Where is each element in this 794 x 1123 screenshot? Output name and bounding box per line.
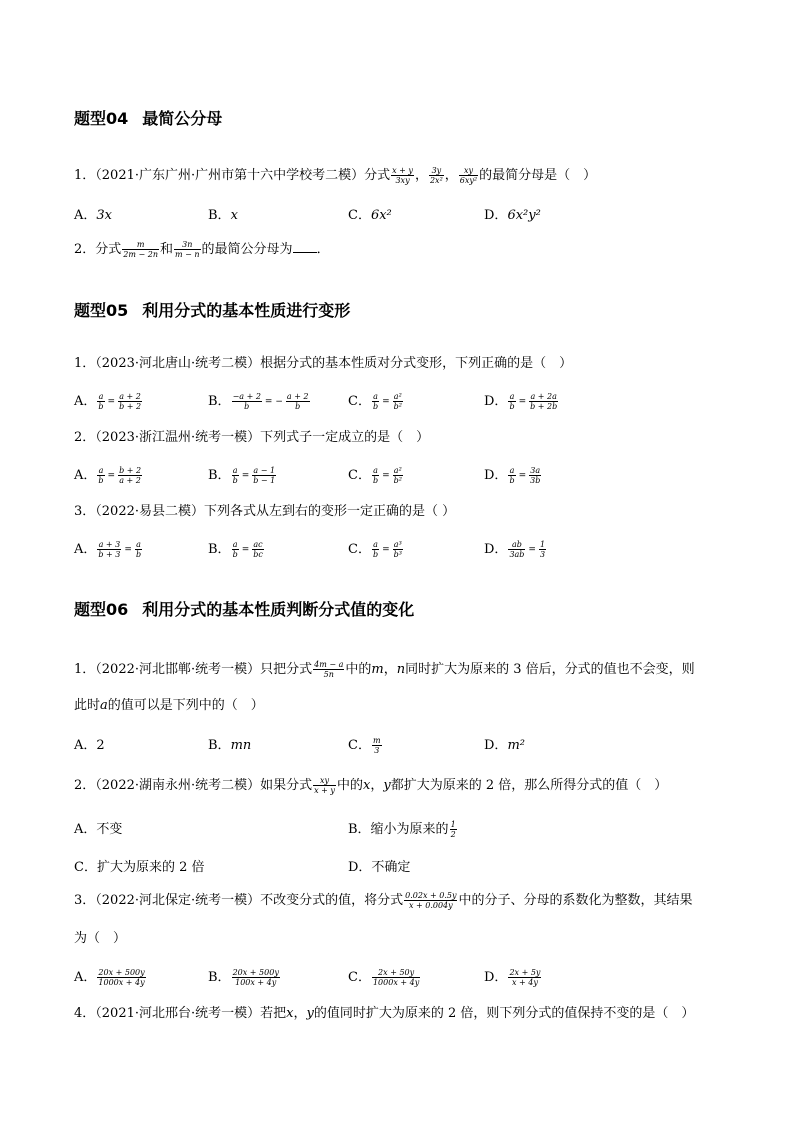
option-b[interactable]: B．mn — [208, 738, 252, 753]
answer-blank[interactable] — [293, 252, 317, 253]
question-05-2: 2．（2023·浙江温州·统考一模）下列式子一定成立的是（ ） — [74, 430, 430, 445]
options-05-3 — [74, 538, 774, 560]
option-a[interactable]: A．3x — [74, 208, 112, 223]
option-a[interactable]: A． $\frac{a}{b}$ = $\frac{a + 2}{b + 2}$ — [74, 392, 142, 411]
option-a[interactable]: A．2 — [74, 738, 105, 753]
options-06-2-row1 — [74, 818, 774, 840]
question-06-2: 2．（2022·湖南永州·统考二模）如果分式 $\frac{xy}{x + y}$ 中的x，y都扩大为原来的 2 倍，那么所得分式的值（ ） — [74, 776, 668, 795]
option-c[interactable]: C． $\frac{a}{b}$ = $\frac{\text{a³}}{\text{b³}}$ — [348, 540, 402, 559]
option-c[interactable]: C． $\frac{m}{3}$ — [348, 736, 381, 755]
option-a[interactable]: A． $\frac{20x + 500y}{1000x + 4y}$ — [74, 968, 145, 987]
question-05-3: 3．（2022·易县二模）下列各式从左到右的变形一定正确的是（ ） — [74, 504, 456, 519]
option-d[interactable]: D．不确定 — [348, 860, 411, 875]
fraction: $\frac{m}{2m - 2n}$ — [123, 240, 158, 259]
fraction: $\frac{3y}{\text{2x²}}$ — [429, 166, 443, 185]
section-heading-06: 题型06 利用分式的基本性质判断分式值的变化 — [74, 600, 415, 619]
option-b[interactable]: B． $\frac{20x + 500y}{100x + 4y}$ — [208, 968, 279, 987]
question-06-4: 4．（2021·河北邢台·统考一模）若把x，y的值同时扩大为原来的 2 倍，则下列分式的值保持不变的是（ ） — [74, 1006, 695, 1021]
option-c[interactable]: C． $\frac{a}{b}$ = $\frac{\text{a²}}{\text{b²}}$ — [348, 392, 402, 411]
option-d[interactable]: D． $\frac{ab}{3ab}$ = $\frac{1}{3}$ — [484, 540, 546, 559]
question-06-3-line1: 3．（2022·河北保定·统考一模）不改变分式的值，将分式 $\frac{0.02x + 0.5y}{x + 0.004y}$ 中的分子、分母的系数化为整数，其结果 — [74, 891, 693, 910]
option-b[interactable]: B． $\frac{-a + 2}{b}$ = − $\frac{a + 2}{b}$ — [208, 392, 309, 411]
option-b[interactable]: B．x — [208, 208, 238, 223]
question-06-3-line2: 为（ ） — [74, 931, 127, 946]
question-04-1: 1．（2021·广东广州·广州市第十六中学校考二模）分式 $\frac{x + y}{3xy}$ ， $\frac{3y}{\text{2x²}}$ ， $\frac{xy}{\text{6xy²}}$ 的最简分母是（ ） — [74, 166, 597, 185]
option-d[interactable]: D． $\frac{a}{b}$ = $\frac{a + 2a}{b + 2b}$ — [484, 392, 558, 411]
question-06-1-line1: 1．（2022·河北邯郸·统考一模）只把分式 $\frac{4m - a}{5n}$ 中的m，n同时扩大为原来的 3 倍后，分式的值也不会变，则 — [74, 660, 695, 679]
option-b[interactable]: B．缩小为原来的 $\frac{1}{2}$ — [348, 820, 456, 839]
option-c[interactable]: C． $\frac{2x + 50y}{1000x + 4y}$ — [348, 968, 420, 987]
fraction: $\frac{xy}{\text{6xy²}}$ — [459, 166, 478, 185]
fraction: $\frac{3n}{m - n}$ — [175, 240, 200, 259]
option-c[interactable]: C． $\frac{a}{b}$ = $\frac{\text{a²}}{\text{b²}}$ — [348, 466, 402, 485]
option-d[interactable]: D． $\frac{2x + 5y}{x + 4y}$ — [484, 968, 541, 987]
options-06-2-row2 — [74, 856, 774, 878]
options-05-2 — [74, 464, 774, 486]
question-05-1: 1．（2023·河北唐山·统考二模）根据分式的基本性质对分式变形，下列正确的是（ ） — [74, 356, 573, 371]
fraction: $\frac{x + y}{3xy}$ — [392, 166, 413, 185]
section-heading-04: 题型04 最简公分母 — [74, 109, 223, 128]
option-a[interactable]: A． $\frac{a + 3}{b + 3}$ = $\frac{a}{b}$ — [74, 540, 142, 559]
option-d[interactable]: D．m² — [484, 738, 525, 753]
question-04-2: 2．分式 $\frac{m}{2m - 2n}$ 和 $\frac{3n}{m - n}$ 的最简公分母为 ． — [74, 240, 330, 259]
section-heading-05: 题型05 利用分式的基本性质进行变形 — [74, 301, 351, 320]
options-04-1 — [74, 204, 774, 224]
option-c[interactable]: C．6x² — [348, 208, 392, 223]
option-d[interactable]: D．6x²y² — [484, 208, 541, 223]
option-d[interactable]: D． $\frac{a}{b}$ = $\frac{3a}{3b}$ — [484, 466, 541, 485]
option-b[interactable]: B． $\frac{a}{b}$ = $\frac{ac}{bc}$ — [208, 540, 263, 559]
option-a[interactable]: A． $\frac{a}{b}$ = $\frac{b + 2}{a + 2}$ — [74, 466, 142, 485]
option-b[interactable]: B． $\frac{a}{b}$ = $\frac{a - 1}{b - 1}$ — [208, 466, 276, 485]
options-06-3 — [74, 966, 774, 990]
question-06-1-line2: 此时a的值可以是下列中的（ ） — [74, 698, 264, 713]
options-06-1 — [74, 734, 774, 756]
option-c[interactable]: C．扩大为原来的 2 倍 — [74, 860, 205, 875]
option-a[interactable]: A．不变 — [74, 822, 123, 837]
options-05-1 — [74, 390, 774, 412]
